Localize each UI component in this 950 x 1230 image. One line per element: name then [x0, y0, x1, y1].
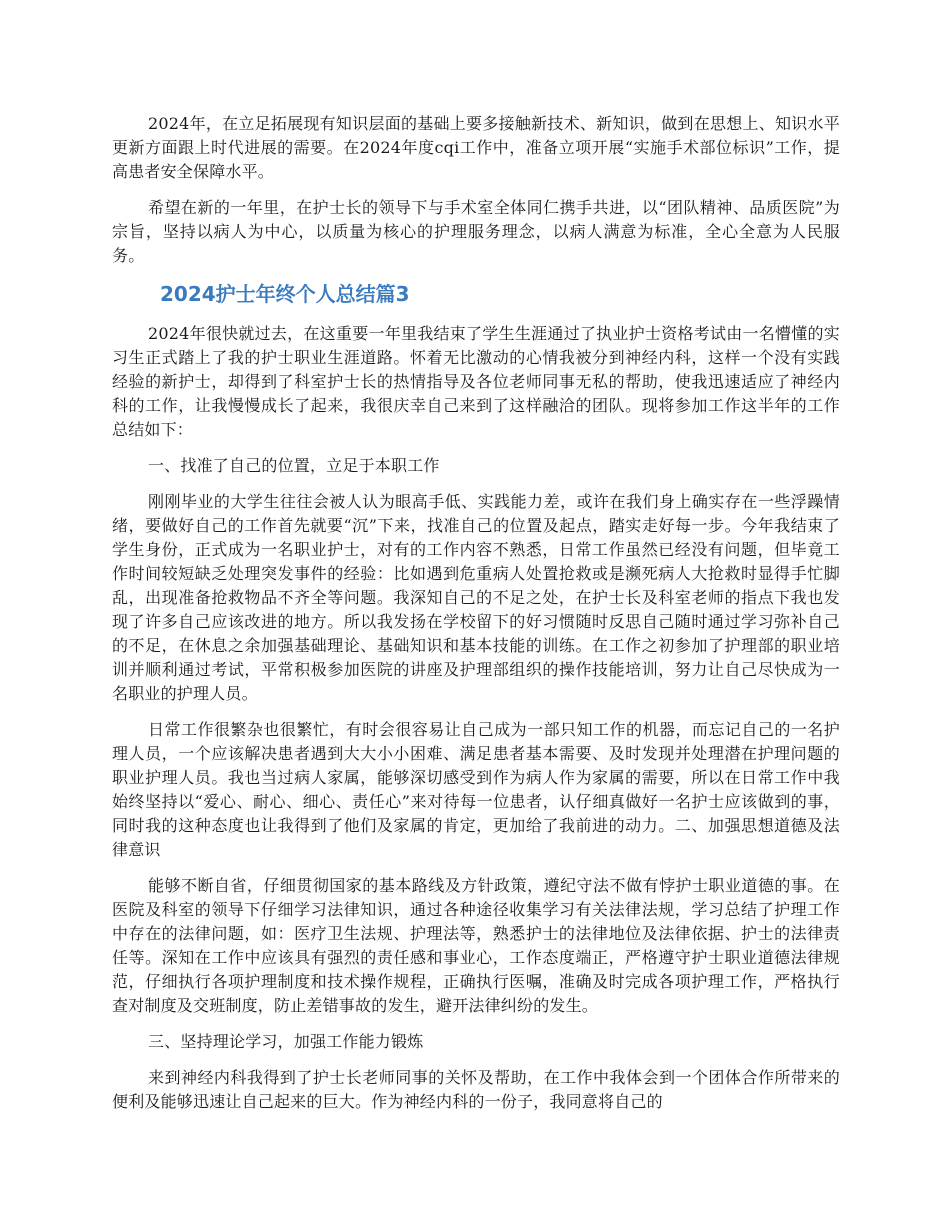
paragraph: 希望在新的一年里，在护士长的领导下与手术室全体同仁携手共进，以“团队精神、品质医院”为宗旨，坚持以病人为中心，以质量为核心的护理服务理念，以病人满意为标准，全心全意为人民服务。: [112, 198, 840, 265]
paragraph: 刚刚毕业的大学生往往会被人认为眼高手低、实践能力差，或许在我们身上确实存在一些浮躁情绪，要做好自己的工作首先就要“沉”下来，找准自己的位置及起点，踏实走好每一步。今年我结束了学生身份，正式成为一名职业护士，对有的工作内容不熟悉，日常工作虽然已经没有问题，但毕竟工作时间较短缺乏处理突发事件的经验：比如遇到危重病人处置抢救或是濒死病人大抢救时显得手忙脚乱，出现准备抢救物品不齐全等问题。我深知自己的不足之处，在护士长及科室老师的指点下我也发现了许多自己应该改进的地方。所以我发扬在学校留下的好习惯随时反思自己随时通过学习弥补自己的不足，在休息之余加强基础理论、基础知识和基本技能的训练。在工作之初参加了护理部的职业培训并顺利通过考试，平常积极参加医院的讲座及护理部组织的操作技能培训，努力让自己尽快成为一名职业的护理人员。: [112, 492, 840, 703]
paragraph: 2024年，在立足拓展现有知识层面的基础上要多接触新技术、新知识，做到在思想上、知识水平更新方面跟上时代进展的需要。在2024年度cqi工作中，准备立项开展“实施手术部位标识”工作，提高患者安全保障水平。: [112, 114, 840, 181]
section-heading: 2024护士年终个人总结篇3: [160, 282, 410, 306]
section-title: 一、找准了自己的位置，立足于本职工作: [148, 456, 440, 475]
paragraph: 来到神经内科我得到了护士长老师同事的关怀及帮助，在工作中我体会到一个团体合作所带来的便利及能够迅速让自己起来的巨大。作为神经内科的一份子，我同意将自己的: [112, 1068, 840, 1111]
paragraph: 日常工作很繁杂也很繁忙，有时会很容易让自己成为一部只知工作的机器，而忘记自己的一名护理人员，一个应该解决患者遇到大大小小困难、满足患者基本需要、及时发现并处理潜在护理问题的职业护理人员。我也当过病人家属，能够深切感受到作为病人作为家属的需要，所以在日常工作中我始终坚持以“爱心、耐心、细心、责任心”来对待每一位患者，认仔细真做好一名护士应该做到的事，同时我的这种态度也让我得到了他们及家属的肯定，更加给了我前进的动力。二、加强思想道德及法律意识: [112, 720, 840, 859]
document-page: [112, 112, 840, 1126]
intro-paragraph: 2024年很快就过去，在这重要一年里我结束了学生生涯通过了执业护士资格考试由一名懵懂的实习生正式踏上了我的护士职业生涯道路。怀着无比激动的心情我被分到神经内科，这样一个没有实践经验的新护士，却得到了科室护士长的热情指导及各位老师同事无私的帮助，使我迅速适应了神经内科的工作，让我慢慢成长了起来，我很庆幸自己来到了这样融洽的团队。现将参加工作这半年的工作总结如下：: [112, 324, 840, 439]
paragraph: 能够不断自省，仔细贯彻国家的基本路线及方针政策，遵纪守法不做有悖护士职业道德的事。在医院及科室的领导下仔细学习法律知识，通过各种途径收集学习有关法律法规，学习总结了护理工作中存在的法律问题，如：医疗卫生法规、护理法等，熟悉护士的法律地位及法律依据、护士的法律责任等。深知在工作中应该具有强烈的责任感和事业心，工作态度端正，严格遵守护士职业道德法律规范，仔细执行各项护理制度和技术操作规程，正确执行医嘱，准确及时完成各项护理工作，严格执行查对制度及交班制度，防止差错事故的发生，避开法律纠纷的发生。: [112, 876, 840, 1015]
section-title: 三、坚持理论学习，加强工作能力锻炼: [148, 1032, 424, 1051]
